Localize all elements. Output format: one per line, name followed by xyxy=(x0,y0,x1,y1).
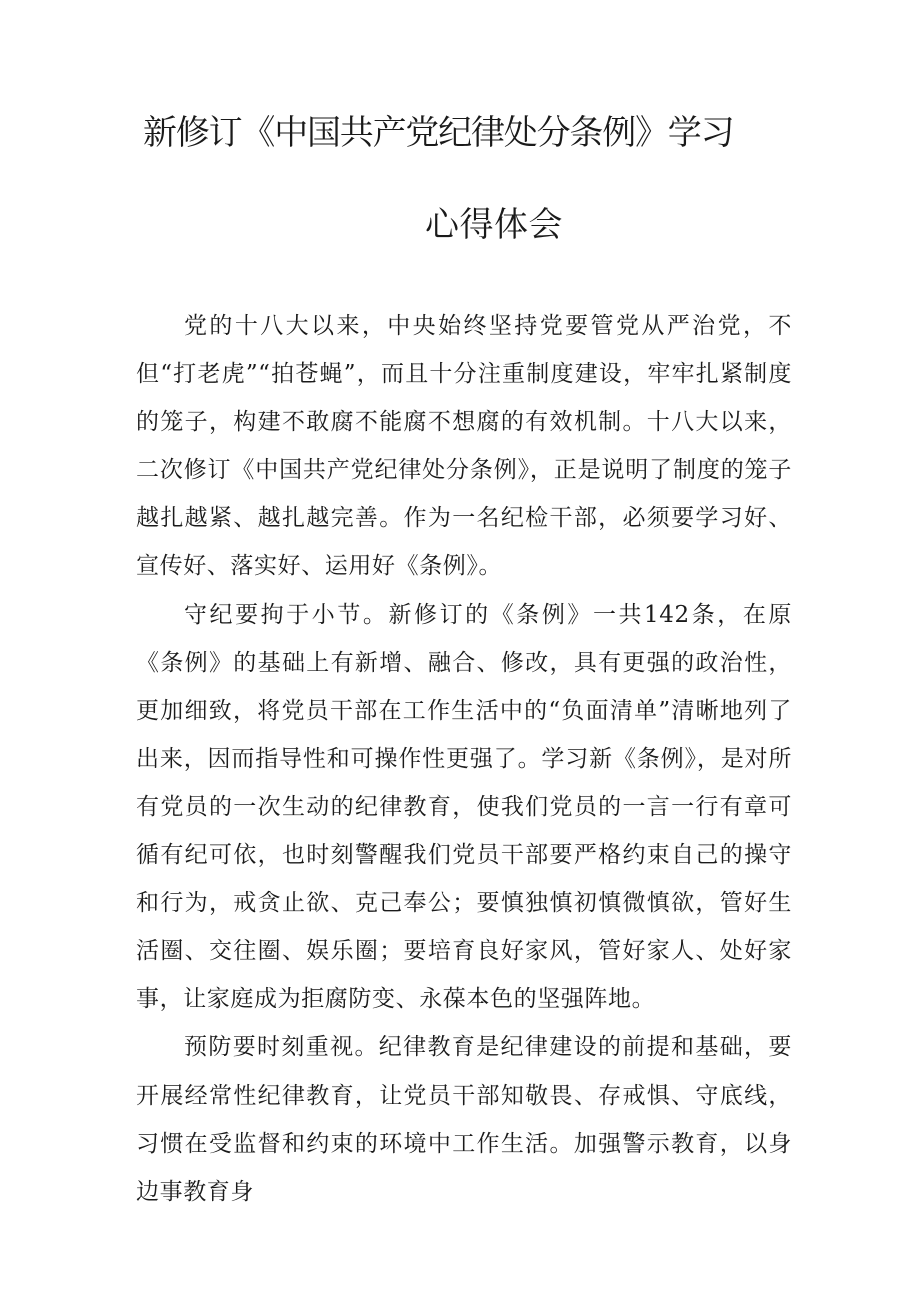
paragraph: 守纪要拘于小节。新修订的《条例》一共142条，在原《条例》的基础上有新增、融合、修改，具有更强的政治性，更加细致，将党员干部在工作生活中的“负面清单”清晰地列了出来，因而指导性和可操作性更强了。学习新《条例》，是对所有党员的一次生动的纪律教育，使我们党员的一言一行有章可循有纪可依，也时刻警醒我们党员干部要严格约束自己的操守和行为，戒贪止欲、克己奉公；要慎独慎初慎微慎欲，管好生活圈、交往圈、娱乐圈；要培育良好家风，管好家人、处好家事，让家庭成为拒腐防变、永葆本色的坚强阵地。 xyxy=(136,601,792,1013)
document-title-line-1: 新修订《中国共产党纪律处分条例》学习 xyxy=(143,113,734,153)
document-title-line-2: 心得体会 xyxy=(425,205,563,245)
paragraph: 党的十八大以来，中央始终坚持党要管党从严治党，不但“打老虎”“拍苍蝇”，而且十分注重制度建设，牢牢扎紧制度的笼子，构建不敢腐不能腐不想腐的有效机制。十八大以来，二次修订《中国共产党纪律处分条例》，正是说明了制度的笼子越扎越紧、越扎越完善。作为一名纪检干部，必须要学习好、宣传好、落实好、运用好《条例》。 xyxy=(136,313,792,580)
document-body xyxy=(136,302,792,1216)
paragraph: 预防要时刻重视。纪律教育是纪律建设的前提和基础，要开展经常性纪律教育，让党员干部知敬畏、存戒惧、守底线，习惯在受监督和约束的环境中工作生活。加强警示教育，以身边事教育身 xyxy=(136,1034,792,1205)
